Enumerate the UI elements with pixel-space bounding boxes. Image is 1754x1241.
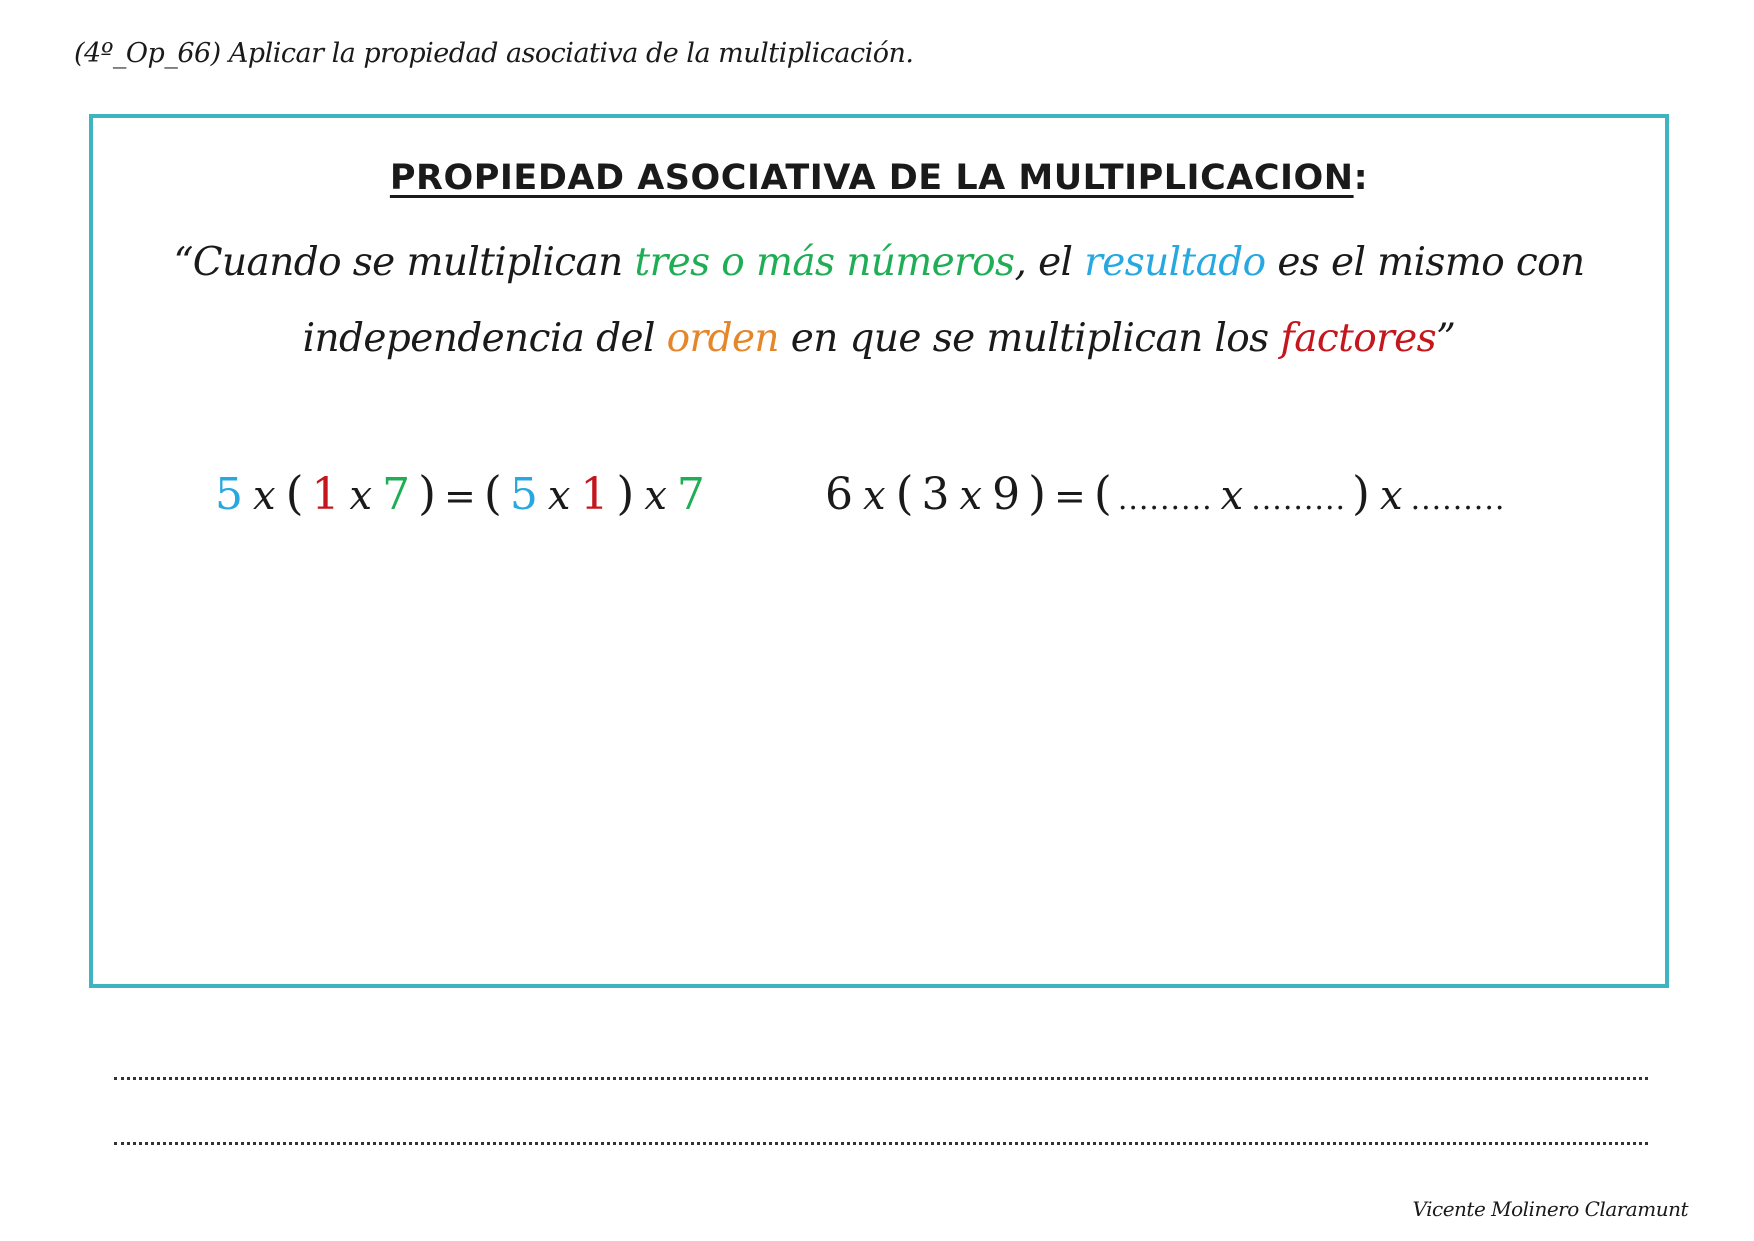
def2-part1: independencia del — [302, 316, 667, 361]
exercise-equals: = — [1054, 474, 1086, 518]
definition-line-2 — [93, 316, 1665, 361]
exercise-times-2: x — [959, 473, 983, 519]
exercise-close-paren-2: ) — [1352, 466, 1370, 520]
example-times-4: x — [644, 473, 667, 519]
def1-highlight-result: resultado — [1084, 240, 1266, 285]
box-title — [93, 158, 1665, 198]
definition-box — [89, 114, 1669, 988]
example-left-a: 5 — [215, 469, 243, 520]
box-title-text: PROPIEDAD ASOCIATIVA DE LA MULTIPLICACION — [389, 158, 1354, 198]
example-right-c: 7 — [676, 469, 705, 520]
exercise-left-a: 6 — [825, 469, 853, 520]
def2-part2: en que se multiplican los — [778, 316, 1281, 361]
def2-highlight-order: orden — [666, 316, 779, 361]
example-left-c: 7 — [382, 469, 411, 520]
def1-part3: es el mismo con — [1265, 240, 1585, 285]
exercise-blank-1[interactable]: ......... — [1117, 482, 1213, 517]
author-credit: Vicente Molinero Claramunt — [1412, 1197, 1688, 1221]
worksheet-instruction: Aplicar la propiedad asociativa de la multiplicación. — [228, 38, 914, 69]
exercise-times-3: x — [1220, 473, 1244, 519]
example-close-paren-2: ) — [616, 466, 635, 520]
exercise-left-b: 3 — [921, 469, 950, 520]
example-open-paren-1: ( — [285, 466, 304, 520]
example-expression — [211, 466, 709, 520]
example-times-2: x — [349, 473, 373, 519]
example-right-a: 5 — [509, 469, 538, 520]
example-open-paren-2: ( — [483, 466, 502, 520]
example-close-paren-1: ) — [418, 466, 437, 520]
exercise-blank-2[interactable]: ......... — [1251, 482, 1347, 517]
def2-part3: ” — [1436, 316, 1456, 361]
answer-line-1[interactable] — [114, 1077, 1648, 1080]
worksheet-code: (4º_Op_66) — [74, 38, 221, 69]
example-right-b: 1 — [580, 469, 609, 520]
exercise-expression — [821, 466, 1507, 520]
example-equals: = — [444, 474, 476, 518]
answer-line-2[interactable] — [114, 1142, 1648, 1145]
exercise-times-1: x — [863, 473, 886, 519]
exercise-open-paren-1: ( — [895, 466, 914, 520]
def2-highlight-factors: factores — [1280, 316, 1437, 361]
worksheet-header — [74, 38, 914, 69]
example-left-b: 1 — [311, 469, 340, 520]
definition-line-1 — [93, 240, 1665, 285]
example-times-1: x — [253, 473, 276, 519]
exercise-left-c: 9 — [992, 469, 1021, 520]
exercise-open-paren-2: ( — [1093, 466, 1112, 520]
box-title-colon: : — [1353, 158, 1369, 198]
exercise-times-4: x — [1380, 473, 1403, 519]
def1-highlight-numbers: tres o más números — [634, 240, 1015, 285]
exercise-blank-3[interactable]: ......... — [1410, 482, 1506, 517]
example-times-3: x — [547, 473, 571, 519]
def1-part1: “Cuando se multiplican — [173, 240, 635, 285]
exercise-close-paren-1: ) — [1028, 466, 1047, 520]
def1-part2: , el — [1014, 240, 1085, 285]
